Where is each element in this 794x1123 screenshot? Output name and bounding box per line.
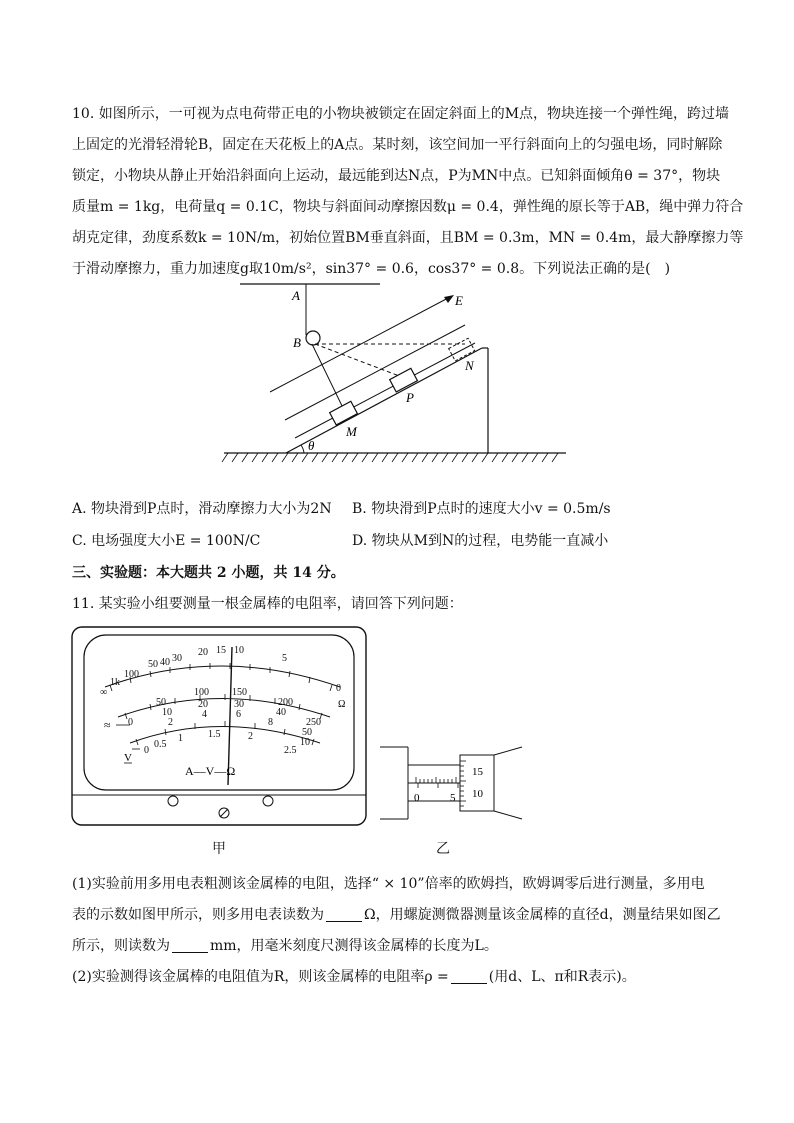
dc-tick-200: 200	[278, 697, 293, 708]
ohm-tick-15: 15	[216, 645, 226, 656]
option-a: A. 物块滑到P点时，滑动摩擦力大小为2N	[72, 501, 332, 517]
ac-symbol: ≈	[104, 718, 111, 732]
part1-line-1: (1)实验前用多用电表粗测该金属棒的电阻，选择“ × 10”倍率的欧姆挡，欧姆调零后进行测量，多用电	[72, 876, 705, 892]
part1-text-c: 所示，则读数为	[72, 938, 170, 954]
ac-tick-1.5: 1.5	[208, 729, 221, 740]
ac-tick-0.5: 0.5	[154, 739, 167, 750]
ohm-tick-40: 40	[160, 657, 170, 668]
B-label: B	[293, 335, 301, 350]
dc3-tick-6: 6	[236, 709, 241, 720]
dc3-tick-4: 4	[202, 709, 207, 720]
caption-yi: 乙	[436, 841, 450, 857]
meter-label: A—V—Ω	[185, 764, 236, 778]
ac-tick-2: 2	[248, 731, 253, 742]
dc-tick-100: 100	[194, 687, 209, 698]
incline-figure	[220, 280, 570, 470]
ac-tick-2.5: 2.5	[284, 745, 297, 756]
caption-jia: 甲	[212, 841, 226, 857]
q10-line-4: 质量m = 1kg，电荷量q = 0.1C，物块与斜面间动摩擦因数μ = 0.4，弹性绳的原长等于AB，绳中弹力符合	[72, 199, 744, 215]
q10-line-3: 锁定，小物块从静止开始沿斜面向上运动，最远能到达N点，P为MN中点。已知斜面倾角θ = 37°，物块	[72, 168, 721, 184]
option-b: B. 物块滑到P点时的速度大小v = 0.5m/s	[352, 501, 611, 517]
part2-text-b: (用d、L、π和R表示)。	[488, 969, 636, 985]
dc3-tick-8: 8	[268, 717, 273, 728]
option-d: D. 物块从M到N的过程，电势能一直减小	[352, 533, 609, 549]
thimble-15: 15	[472, 766, 483, 778]
knob-left	[168, 796, 178, 806]
sleeve-0: 0	[414, 792, 420, 804]
M-label: M	[346, 424, 357, 439]
ohm-tick-5: 5	[282, 653, 287, 664]
ohm-tick-20: 20	[198, 647, 208, 658]
dc2-tick-40: 40	[276, 707, 286, 718]
block-M	[330, 401, 358, 425]
q11-stem: 11. 某实验小组要测量一根金属棒的电阻率，请回答下列问题：	[72, 596, 463, 612]
answer-blank-mm[interactable]	[172, 938, 208, 953]
N-label: N	[465, 358, 474, 373]
ac-tick-1: 1	[178, 733, 183, 744]
q10-line-5: 胡克定律，劲度系数k = 10N/m，初始位置BM垂直斜面，且BM = 0.3m，MN = 0.4m，最大静摩擦力等	[72, 230, 744, 246]
ohm-unit: Ω	[338, 699, 346, 710]
ohm-tick-10: 10	[234, 645, 244, 656]
ohm-tick-1k: 1k	[110, 677, 120, 688]
q11-parts	[72, 869, 724, 993]
dc2-tick-10: 10	[162, 707, 172, 718]
answer-blank-rho[interactable]	[451, 969, 487, 984]
part1-text-d: mm，用毫米刻度尺测得该金属棒的长度为L。	[210, 938, 498, 954]
q10-stem	[72, 99, 744, 285]
ohm-tick-100: 100	[124, 669, 139, 680]
q10-line-1: 10. 如图所示，一可视为点电荷带正电的小物块被锁定在固定斜面上的M点，物块连接一个弹性绳，跨过墙	[72, 106, 730, 122]
dc-tick-0: 0	[128, 717, 133, 728]
section-header: 三、实验题：本大题共 2 小题，共 14 分。	[72, 565, 345, 581]
dc3-tick-10: 10	[300, 737, 310, 748]
block-P	[390, 368, 418, 392]
ac-tick-0: 0	[144, 745, 149, 756]
answer-blank-ohm[interactable]	[326, 907, 362, 922]
q10-line-6: 于滑动摩擦力，重力加速度g取10m/s²，sin37° = 0.6，cos37° = 0.8。下列说法正确的是( )	[72, 261, 671, 277]
pulley-B	[306, 331, 320, 345]
theta-label: θ	[308, 438, 315, 453]
E-label: E	[455, 293, 463, 308]
ohm-tick-50: 50	[148, 659, 158, 670]
multimeter-figure	[70, 625, 370, 830]
ohm-tick-0: 0	[336, 683, 341, 694]
dc3-tick-2: 2	[168, 717, 173, 728]
A-label: A	[292, 288, 300, 303]
dc2-tick-30: 30	[234, 699, 244, 710]
q10-line-2: 上固定的光滑轻滑轮B，固定在天花板上的A点。某时刻，该空间加一平行斜面向上的匀强电场，同时解除	[72, 137, 723, 153]
thimble-10: 10	[472, 788, 483, 800]
part2-line	[72, 962, 724, 993]
dc-tick-50: 50	[156, 697, 166, 708]
ohm-tick-30: 30	[172, 653, 182, 664]
ohm-tick-inf: ∞	[100, 687, 108, 698]
option-c: C. 电场强度大小E = 100N/C	[72, 533, 261, 549]
dc2-tick-20: 20	[198, 699, 208, 710]
part1-text-a: 表的示数如图甲所示，则多用电表读数为	[72, 907, 324, 923]
knob-right	[263, 796, 273, 806]
dc2-tick-50: 50	[302, 727, 312, 738]
v-symbol: V	[124, 752, 132, 764]
dc-tick-250: 250	[306, 717, 321, 728]
micrometer-figure	[378, 745, 526, 825]
part1-line-2	[72, 900, 724, 931]
part2-text-a: (2)实验测得该金属棒的电阻值为R，则该金属棒的电阻率ρ =	[72, 969, 449, 985]
dc-tick-150: 150	[232, 687, 247, 698]
part1-text-b: Ω，用螺旋测微器测量该金属棒的直径d，测量结果如图乙	[364, 907, 721, 923]
part1-line-3	[72, 931, 724, 962]
sleeve-5: 5	[450, 792, 456, 804]
P-label: P	[406, 390, 414, 405]
